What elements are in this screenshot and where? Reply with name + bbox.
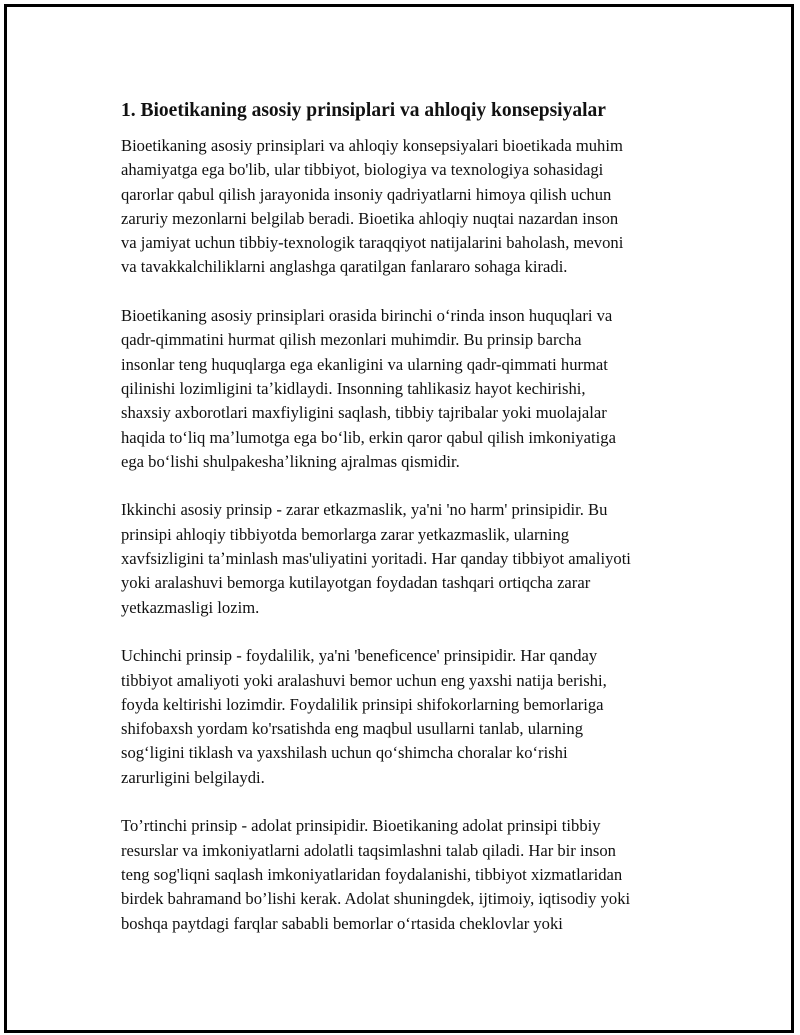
text-line: insonlar teng huquqlarga ega ekanligini va ularning qadr-qimmati hurmat [121, 354, 608, 374]
paragraph [121, 814, 701, 935]
text-line: Ikkinchi asosiy prinsip - zarar etkazmaslik, ya'ni 'no harm' prinsipidir. Bu [121, 500, 608, 520]
paragraph [121, 304, 701, 474]
text-line: shifobaxsh yordam ko'rsatishda eng maqbul usullarni tanlab, ularning [121, 719, 583, 739]
section-heading: 1. Bioetikaning asosiy prinsiplari va ahloqiy konsepsiyalar [121, 100, 606, 121]
paragraph-list [121, 134, 701, 936]
text-line: To’rtinchi prinsip - adolat prinsipidir. Bioetikaning adolat prinsipi tibbiy [121, 816, 601, 836]
text-line: xavfsizligini taʼminlash mas'uliyatini yoritadi. Har qanday tibbiyot amaliyoti [121, 549, 631, 569]
text-line: haqida toʻliq maʼlumotga ega boʻlib, erkin qaror qabul qilish imkoniyatiga [121, 427, 616, 447]
text-line: qilinishi lozimligini taʼkidlaydi. Insonning tahlikasiz hayot kechirishi, [121, 378, 586, 398]
text-line: zarurligini belgilaydi. [121, 767, 265, 787]
text-line: prinsipi ahloqiy tibbiyotda bemorlarga zarar yetkazmaslik, ularning [121, 524, 570, 544]
text-line: ega boʻlishi shulpakeshaʼlikning ajralmas qismidir. [121, 451, 460, 471]
text-line: boshqa paytdagi farqlar sababli bemorlar oʻrtasida cheklovlar yoki [121, 913, 563, 933]
paragraph [121, 644, 701, 790]
text-line: teng sog'liqni saqlash imkoniyatlaridan foydalanishi, tibbiyot xizmatlaridan [121, 864, 623, 884]
text-line: yoki aralashuvi bemorga kutilayotgan foydadan tashqari ortiqcha zarar [121, 573, 591, 593]
text-line: va tavakkalchiliklarni anglashga qaratilgan fanlararo sohaga kiradi. [121, 257, 568, 277]
text-line: qadr-qimmatini hurmat qilish mezonlari muhimdir. Bu prinsip barcha [121, 330, 582, 350]
paragraph [121, 498, 701, 619]
text-line: shaxsiy axborotlari maxfiyligini saqlash, tibbiy tajribalar yoki muolajalar [121, 403, 607, 423]
text-line: birdek bahramand bo’lishi kerak. Adolat shuningdek, ijtimoiy, iqtisodiy yoki [121, 889, 631, 909]
text-line: ahamiyatga ega bo'lib, ular tibbiyot, biologiya va texnologiya sohasidagi [121, 160, 604, 180]
paragraph [121, 134, 701, 280]
text-line: zaruriy mezonlarni belgilab beradi. Bioetika ahloqiy nuqtai nazardan inson [121, 208, 619, 228]
text-line: va jamiyat uchun tibbiy-texnologik taraqqiyot natijalarini baholash, mevoni [121, 233, 624, 253]
text-line: sogʻligini tiklash va yaxshilash uchun qoʻshimcha choralar koʻrishi [121, 743, 568, 763]
text-line: Bioetikaning asosiy prinsiplari orasida birinchi oʻrinda inson huquqlari va [121, 306, 613, 326]
text-line: resurslar va imkoniyatlarni adolatli taqsimlashni talab qiladi. Har bir inson [121, 840, 616, 860]
text-line: yetkazmasligi lozim. [121, 597, 260, 617]
text-line: Bioetikaning asosiy prinsiplari va ahloqiy konsepsiyalari bioetikada muhim [121, 136, 623, 155]
text-line: foyda keltirishi lozimdir. Foydalilik prinsipi shifokorlarning bemorlariga [121, 694, 604, 714]
text-line: tibbiyot amaliyoti yoki aralashuvi bemor uchun eng yaxshi natija berishi, [121, 670, 607, 690]
document-body [121, 98, 701, 960]
text-line: Uchinchi prinsip - foydalilik, ya'ni 'beneficence' prinsipidir. Har qanday [121, 646, 598, 666]
text-line: qarorlar qabul qilish jarayonida insoniy qadriyatlarni himoya qilish uchun [121, 184, 612, 204]
page-frame [4, 4, 794, 1033]
